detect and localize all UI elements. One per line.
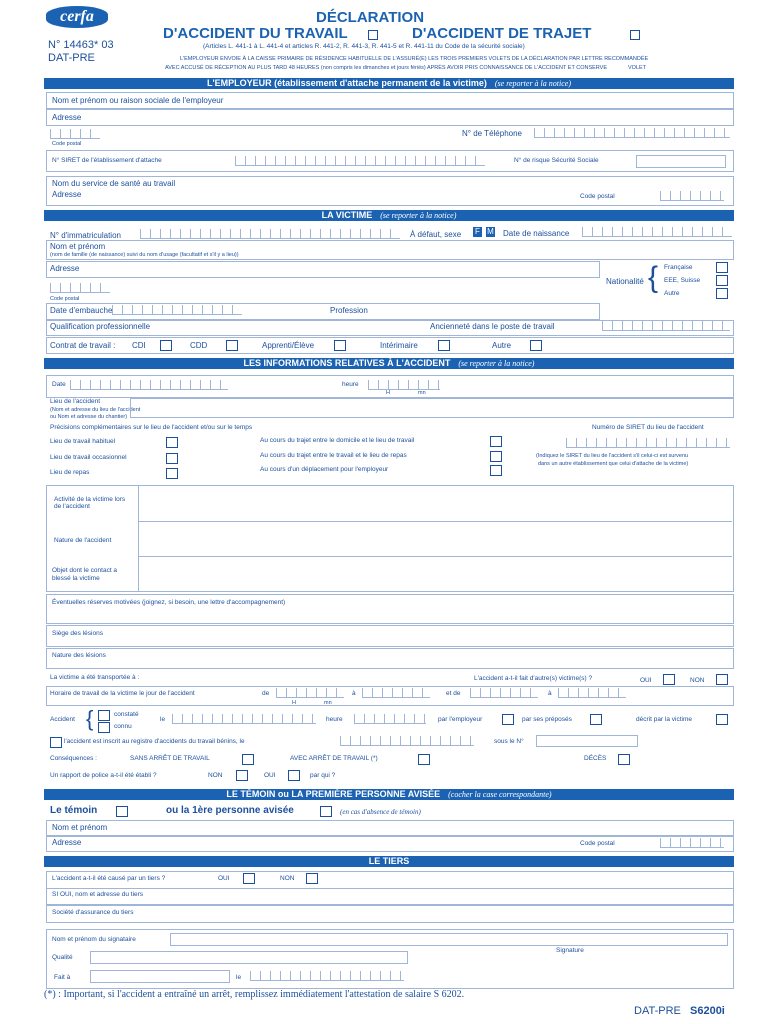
sans-arret-checkbox[interactable] (242, 754, 254, 765)
par-preposes-checkbox[interactable] (590, 714, 602, 725)
contract-cdi-checkbox[interactable] (160, 340, 172, 351)
sex-m-box[interactable]: M (487, 227, 494, 236)
par-employeur-label: par l'employeur (438, 716, 483, 723)
constate-label: constaté (114, 711, 139, 718)
employer-siret-label: N° SIRET de l'établissement d'attache (52, 157, 162, 164)
accident-time-h: H (386, 390, 390, 396)
other-victims-oui-label: OUI (640, 677, 652, 684)
precisions-label: Précisions complémentaires sur le lieu de l'accident et/ou sur le temps (50, 424, 253, 431)
tiers-oui-checkbox[interactable] (243, 873, 255, 884)
cerfa-logo: cerfa (46, 6, 108, 28)
contract-apprenti-checkbox[interactable] (334, 340, 346, 351)
signataire-field[interactable] (170, 933, 728, 946)
nationality-eee-checkbox[interactable] (716, 275, 728, 286)
siege-label: Siège des lésions (52, 630, 103, 637)
contract-cdd-checkbox[interactable] (226, 340, 238, 351)
footer-ref: S6200i (690, 1005, 725, 1017)
other-victims-non-label: NON (690, 677, 705, 684)
form-code: DAT-PRE (48, 52, 95, 64)
nationality-francaise-label: Française (664, 264, 693, 271)
notice-line-1: L'EMPLOYEUR ENVOIE À LA CAISSE PRIMAIRE DE RÉSIDENCE HABITUELLE DE L'ASSURÉ(E) LES TROIS PREMIERS VOLETS DE LA DÉCLARATION PAR LETTRE RECOMMANDÉE (180, 56, 649, 62)
signataire-label: Nom et prénom du signataire (52, 936, 136, 943)
registre-label: l'accident est inscrit au registre d'accidents du travail bénins, le (64, 738, 245, 745)
band-temoin (44, 789, 734, 800)
contract-cdd-label: CDD (190, 341, 208, 350)
temoin-note: (en cas d'absence de témoin) (340, 808, 421, 816)
consequences-label: Conséquences : (50, 755, 97, 762)
deplacement-label: Au cours d'un déplacement pour l'employeur (260, 466, 389, 473)
band-employeur-note: (se reporter à la notice) (494, 79, 571, 88)
contract-autre-checkbox[interactable] (530, 340, 542, 351)
occasionnel-label: Lieu de travail occasionnel (50, 454, 127, 461)
objet-field[interactable] (140, 558, 730, 589)
victim-immatriculation-label: N° d'immatriculation (50, 231, 121, 240)
temoin-postal-label: Code postal (580, 840, 615, 847)
temoin-name-label: Nom et prénom (52, 823, 108, 832)
employer-name-label: Nom et prénom ou raison sociale de l'employeur (52, 96, 224, 105)
hire-date-label: Date d'embauche (50, 306, 113, 315)
premiere-personne-checkbox[interactable] (320, 806, 332, 817)
title-accident-travail: D'ACCIDENT DU TRAVAIL (163, 25, 348, 42)
contract-autre-label: Autre (492, 341, 512, 350)
deces-checkbox[interactable] (618, 754, 630, 765)
signature-label: Signature (556, 947, 584, 954)
articles-text: (Articles L. 441-1 à L. 441-4 et articles R. 441-2, R. 441-3, R. 441-5 et R. 441-11 du Code de la sécurité sociale) (203, 43, 525, 50)
qualification-label: Qualification professionnelle (50, 322, 151, 331)
registre-checkbox[interactable] (50, 737, 62, 748)
other-victims-oui-checkbox[interactable] (663, 674, 675, 685)
repas-checkbox[interactable] (166, 468, 178, 479)
contract-interimaire-checkbox[interactable] (438, 340, 450, 351)
other-victims-non-checkbox[interactable] (716, 674, 728, 685)
schedule-a-label: à (352, 690, 356, 697)
nationality-autre-label: Autre (664, 290, 680, 297)
nature-label: Nature de l'accident (54, 537, 112, 544)
signature-date-le-label: le (236, 974, 242, 981)
avec-arret-label: AVEC ARRÊT DE TRAVAIL (*) (290, 755, 378, 762)
footer-note: (*) : Important, si l'accident a entraîné un arrêt, remplissez immédiatement l'attestation de salaire S 6202. (44, 989, 465, 1000)
deces-label: DÉCÈS (584, 755, 607, 762)
schedule-mn-1: mn (324, 700, 332, 706)
band-temoin-note: (cocher la case correspondante) (448, 790, 552, 799)
band-accident-note: (se reporter à la notice) (458, 359, 535, 368)
employer-phone-label: N° de Téléphone (462, 129, 522, 138)
temoin-address-field[interactable] (46, 836, 734, 852)
constate-checkbox[interactable] (98, 710, 110, 721)
title-declaration: DÉCLARATION (316, 9, 425, 26)
schedule-a2-label: à (548, 690, 552, 697)
par-qui-label: par qui ? (310, 772, 336, 779)
contract-apprenti-label: Apprenti/Élève (262, 341, 315, 350)
band-tiers (44, 856, 734, 867)
employer-risk-label: N° de risque Sécurité Sociale (514, 157, 599, 164)
nature-lesions-field[interactable] (46, 648, 734, 669)
nature-lesions-label: Nature des lésions (52, 652, 106, 659)
rapport-non-label: NON (208, 772, 223, 779)
tiers-non-label: NON (280, 875, 295, 882)
contract-label: Contrat de travail : (50, 341, 116, 350)
victim-address-field[interactable] (46, 261, 600, 278)
accident-date-field[interactable] (70, 380, 228, 390)
accident-place-hint-1: (Nom et adresse du lieu de l'accident (50, 407, 141, 413)
rapport-non-checkbox[interactable] (236, 770, 248, 781)
victim-immatriculation-field[interactable] (140, 229, 400, 239)
transported-label: La victime a été transportée à : (50, 674, 140, 681)
employer-risk-field[interactable] (636, 155, 726, 168)
accident-time-field[interactable] (368, 380, 440, 390)
fait-a-label: Fait à (54, 974, 71, 981)
siret-hint-1: (Indiquez le SIRET du lieu de l'accident s'il celui-ci est survenu (536, 453, 689, 459)
tiers-assurance-field[interactable] (46, 905, 734, 923)
repas-label: Lieu de repas (50, 469, 90, 476)
health-service-postal-label: Code postal (580, 193, 615, 200)
employer-address-label: Adresse (52, 113, 82, 122)
trajet-repas-label: Au cours du trajet entre le travail et le lieu de repas (260, 452, 407, 459)
schedule-to-1-field[interactable] (362, 688, 430, 698)
occasionnel-checkbox[interactable] (166, 453, 178, 464)
employer-postal-code-field[interactable] (50, 129, 100, 139)
victim-name-field[interactable] (46, 240, 734, 260)
band-accident-title: LES INFORMATIONS RELATIVES À L'ACCIDENT (243, 358, 451, 368)
accident-time-mn: mn (418, 390, 426, 396)
title-accident-trajet: D'ACCIDENT DE TRAJET (412, 25, 592, 42)
victim-name-hint: (nom de famille (de naissance) suivi du nom d'usage (facultatif et s'il y a lieu)) (50, 252, 239, 258)
notice-line-2: AVEC ACCUSÉ DE RÉCEPTION AU PLUS TARD 48 HEURES (non compris les dimanches et jours fériés) APRÈS AVOIR PRIS CONNAISSANCE DE L'ACCIDENT ET CONSERVE (165, 65, 607, 71)
nationality-label: Nationalité (606, 277, 644, 286)
sex-f-box[interactable]: F (473, 227, 482, 237)
accident-place-field[interactable] (130, 398, 734, 418)
accident-brace: { (86, 706, 94, 731)
schedule-h-1: H (292, 700, 296, 706)
qualite-field[interactable] (90, 951, 408, 964)
victim-sex-label: À défaut, sexe (410, 230, 462, 239)
profession-label: Profession (330, 306, 368, 315)
employer-phone-field[interactable] (534, 128, 730, 138)
registre-date-field[interactable] (340, 736, 474, 746)
band-victime-title: LA VICTIME (321, 210, 373, 220)
siege-field[interactable] (46, 625, 734, 647)
nationality-brace: { (648, 261, 659, 294)
sans-arret-label: SANS ARRÊT DE TRAVAIL (130, 755, 210, 762)
band-employeur-title: L'EMPLOYEUR (établissement d'attache permanent de la victime) (207, 78, 487, 88)
accident-date-label: Date (52, 381, 66, 388)
rapport-oui-label: OUI (264, 772, 276, 779)
accident-time-label: heure (342, 381, 359, 388)
signature-date-field[interactable] (250, 971, 404, 981)
accident-known-date-field[interactable] (172, 714, 316, 724)
connu-label: connu (114, 723, 132, 730)
accident-travail-checkbox[interactable] (368, 30, 378, 40)
schedule-from-1-field[interactable] (276, 688, 344, 698)
victim-address-label: Adresse (50, 264, 80, 273)
form-number: N° 14463* 03 (48, 39, 114, 51)
tiers-address-label: SI OUI, nom et adresse du tiers (52, 891, 144, 898)
activity-hr-2 (138, 556, 732, 557)
activity-divider (138, 485, 139, 591)
rapport-oui-checkbox[interactable] (288, 770, 300, 781)
temoin-label: Le témoin (50, 805, 98, 816)
employer-address-field[interactable] (46, 109, 734, 126)
sous-n-label: sous le N° (494, 738, 524, 745)
accident-place-hint-2: ou Nom et adresse du chantier) (50, 414, 128, 420)
victim-birth-date-field[interactable] (582, 227, 732, 237)
victim-name-label: Nom et prénom (50, 242, 106, 251)
trajet-domicile-label: Au cours du trajet entre le domicile et le lieu de travail (260, 437, 415, 444)
schedule-de-label: de (262, 690, 270, 697)
trajet-domicile-checkbox[interactable] (490, 436, 502, 447)
schedule-to-2-field[interactable] (558, 688, 626, 698)
health-service-address-label: Adresse (52, 190, 82, 199)
accident-place-label: Lieu de l'accident (50, 398, 101, 405)
band-victime (44, 210, 734, 221)
band-tiers-title: LE TIERS (368, 856, 410, 866)
siret-place-label: Numéro de SIRET du lieu de l'accident (592, 424, 704, 431)
seniority-label: Ancienneté dans le poste de travail (430, 322, 555, 331)
accident-known-le-label: le (160, 716, 166, 723)
victim-birth-date-label: Date de naissance (503, 229, 570, 238)
employer-postal-code-label: Code postal (52, 141, 82, 147)
connu-checkbox[interactable] (98, 722, 110, 733)
band-temoin-title: LE TÉMOIN ou LA PREMIÈRE PERSONNE AVISÉE (226, 789, 441, 799)
employer-siret-field[interactable] (235, 156, 485, 166)
trajet-repas-checkbox[interactable] (490, 451, 502, 462)
temoin-checkbox[interactable] (116, 806, 128, 817)
band-employeur (44, 78, 734, 89)
band-victime-note: (se reporter à la notice) (380, 211, 457, 220)
premiere-personne-label: ou la 1ère personne avisée (166, 805, 294, 816)
activity-label: Activité de la victime lors de l'accident (54, 496, 126, 510)
nationality-autre-checkbox[interactable] (716, 288, 728, 299)
health-service-label: Nom du service de santé au travail (52, 179, 176, 188)
hire-date-field[interactable] (112, 305, 242, 315)
footer-code: DAT-PRE (634, 1005, 681, 1017)
tiers-address-field[interactable] (46, 888, 734, 905)
tiers-assurance-label: Société d'assurance du tiers (52, 909, 134, 916)
habituel-checkbox[interactable] (166, 437, 178, 448)
decrit-label: décrit par la victime (636, 716, 692, 723)
accident-known-time-field[interactable] (354, 714, 426, 724)
tiers-cause-label: L'accident a-t-il été causé par un tiers ? (52, 875, 166, 882)
schedule-label: Horaire de travail de la victime le jour de l'accident (50, 690, 195, 697)
schedule-from-2-field[interactable] (470, 688, 538, 698)
temoin-name-field[interactable] (46, 820, 734, 836)
nationality-eee-label: EEE, Suisse (664, 277, 701, 284)
accident-known-time-label: heure (326, 716, 343, 723)
victim-postal-code-field[interactable] (50, 283, 110, 293)
objet-label: Objet dont le contact a blessé la victime (52, 567, 118, 582)
habituel-label: Lieu de travail habituel (50, 438, 116, 445)
par-employeur-checkbox[interactable] (502, 714, 514, 725)
siret-place-field[interactable] (566, 438, 730, 448)
avec-arret-checkbox[interactable] (418, 754, 430, 765)
fait-a-field[interactable] (90, 970, 230, 983)
contract-interimaire-label: Intérimaire (380, 341, 418, 350)
par-preposes-label: par ses préposés (522, 716, 572, 723)
siret-hint-2: dans un autre établissement que celui d'attache de la victime) (538, 461, 689, 467)
qualite-label: Qualité (52, 954, 73, 961)
accident-known-label: Accident (50, 716, 75, 723)
activity-field[interactable] (140, 487, 730, 519)
victim-postal-code-label: Code postal (50, 296, 80, 302)
tiers-oui-label: OUI (218, 875, 230, 882)
volet-label: VOLET (628, 65, 647, 71)
band-accident (44, 358, 734, 369)
schedule-et-de-label: et de (446, 690, 461, 697)
rapport-police-label: Un rapport de police a-t-il été établi ? (50, 772, 157, 779)
nature-field[interactable] (140, 523, 730, 554)
seniority-field[interactable] (602, 321, 730, 331)
decrit-checkbox[interactable] (716, 714, 728, 725)
reserves-label: Éventuelles réserves motivées (joignez, si besoin, une lettre d'accompagnement) (52, 599, 286, 606)
contract-cdi-label: CDI (132, 341, 146, 350)
activity-hr-1 (138, 521, 732, 522)
temoin-address-label: Adresse (52, 838, 82, 847)
health-service-postal-field[interactable] (660, 191, 724, 201)
accident-trajet-checkbox[interactable] (630, 30, 640, 40)
nationality-francaise-checkbox[interactable] (716, 262, 728, 273)
tiers-non-checkbox[interactable] (306, 873, 318, 884)
other-victims-label: L'accident a-t-il fait d'autre(s) victime(s) ? (474, 675, 593, 682)
registre-number-field[interactable] (536, 735, 638, 747)
temoin-postal-field[interactable] (660, 838, 724, 848)
deplacement-checkbox[interactable] (490, 465, 502, 476)
